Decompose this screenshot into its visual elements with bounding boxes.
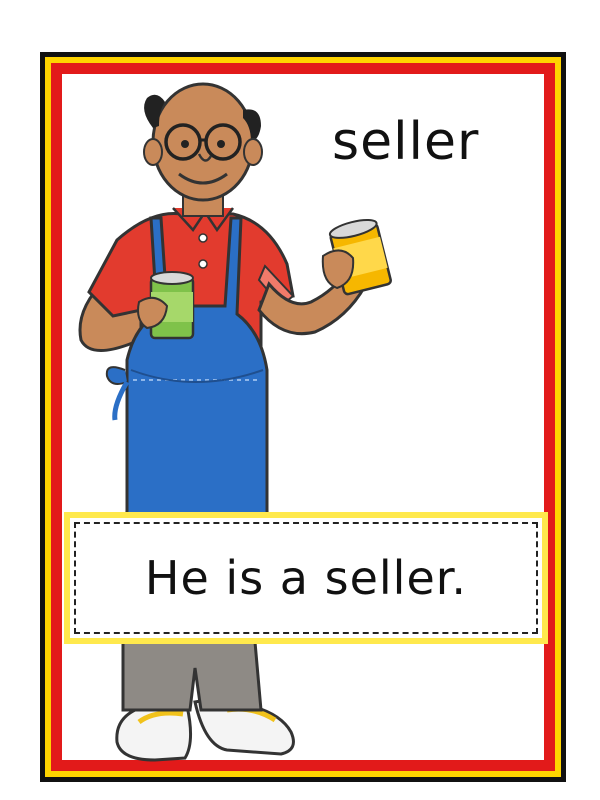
sentence-dashed-border xyxy=(74,522,538,634)
pants-icon xyxy=(123,642,261,710)
seller-man-icon xyxy=(55,70,415,770)
example-sentence: He is a seller. xyxy=(144,551,468,605)
head-icon xyxy=(144,84,262,200)
sentence-box xyxy=(64,512,548,644)
vocabulary-word: seller xyxy=(332,112,480,172)
